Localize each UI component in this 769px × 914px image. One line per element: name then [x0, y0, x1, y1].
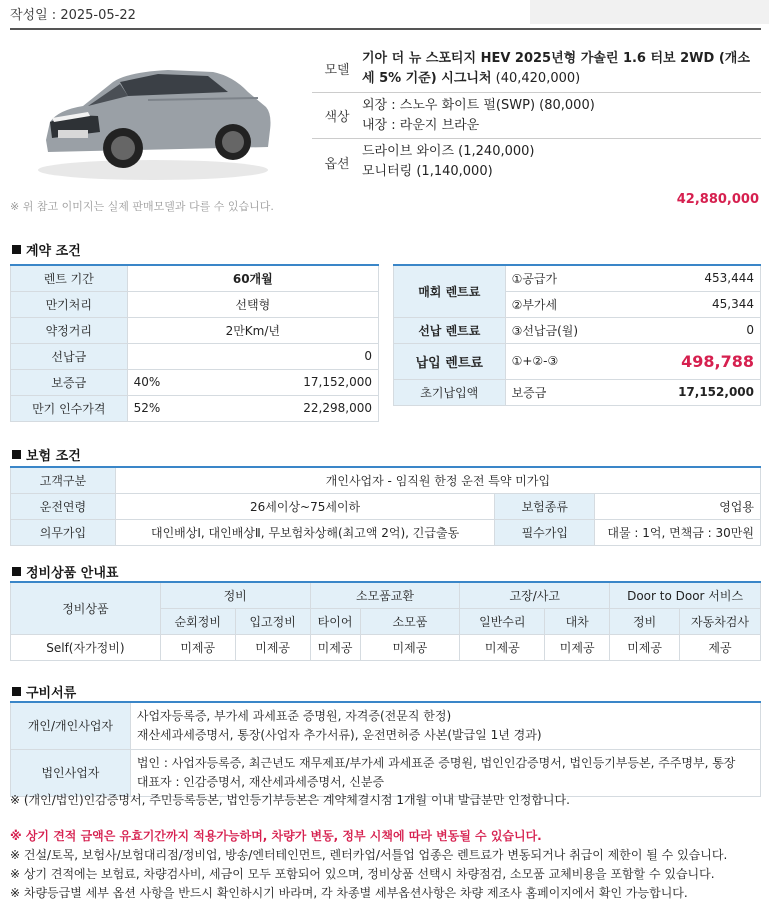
maintenance-title-text: 정비상품 안내표: [26, 566, 119, 581]
prepaid-rent-label: 선납 렌트료: [394, 317, 506, 343]
corp-doc-line: 대표자 : 인감증명서, 재산세과세증명서, 신분증: [136, 775, 385, 789]
table-cell: 제공: [680, 634, 761, 660]
sub-header: 소모품: [360, 608, 460, 634]
initial-label: 초기납입액: [394, 379, 506, 405]
table-row: [394, 343, 761, 379]
sub-header: 일반수리: [460, 608, 545, 634]
car-image: [28, 52, 278, 187]
table-row: [11, 702, 761, 750]
driver-age-label: 운전연령: [11, 493, 116, 519]
table-row: [11, 265, 379, 291]
table-row: [11, 582, 761, 608]
vat-label: ②부가세: [505, 291, 615, 317]
table-cell: 렌트 기간: [11, 265, 128, 291]
table-cell: 미제공: [235, 634, 310, 660]
contract-section-title: [12, 240, 81, 259]
section-bullet-icon: [12, 450, 21, 459]
monthly-rent-label: 매회 렌트료: [394, 265, 506, 317]
spec-option-label: 옵션: [324, 156, 350, 172]
personal-doc-value: [130, 702, 760, 750]
product-label: 정비상품: [11, 582, 161, 634]
sub-header: 타이어: [310, 608, 360, 634]
ins-type-value: 영업용: [595, 493, 761, 519]
exterior-color: 외장 : 스노우 화이트 펄(SWP) (80,000): [362, 97, 595, 113]
table-row: [11, 369, 379, 395]
table-cell: 0: [127, 343, 378, 369]
interior-color: 내장 : 라운지 브라운: [362, 117, 480, 133]
sub-header: 정비: [610, 608, 680, 634]
deposit-value: 17,152,000: [615, 379, 761, 405]
inclusion-note: ※ 상기 견적에는 보험료, 차량검사비, 세금이 모두 포함되어 있으며, 정비상품 선택시 차량점검, 소모품 교체비용을 포함할 수 있습니다.: [10, 867, 715, 881]
pay-formula: ①+②-③: [505, 343, 615, 379]
personal-doc-line: 재산세과세증명서, 통장(사업자 추가서류), 운전면허증 사본(발급일 1년 경과): [136, 728, 542, 742]
table-cell: 미제공: [160, 634, 235, 660]
table-row: [394, 379, 761, 405]
self-maint-label: Self(자가정비): [11, 634, 161, 660]
table-row: [394, 265, 761, 291]
table-row: [11, 291, 379, 317]
table-cell: 미제공: [460, 634, 545, 660]
table-cell: 미제공: [610, 634, 680, 660]
insurance-table: [10, 466, 761, 546]
image-note: ※ 위 참고 이미지는 실제 판매모델과 다를 수 있습니다.: [10, 200, 274, 213]
sub-header: 대차: [545, 608, 610, 634]
table-cell: 보증금: [11, 369, 128, 395]
top-divider: [10, 28, 761, 30]
group-header: 소모품교환: [310, 582, 460, 608]
model-price: (40,420,000): [495, 70, 581, 86]
table-row: [394, 317, 761, 343]
table-row: [11, 493, 761, 519]
section-bullet-icon: [12, 245, 21, 254]
option-1: 드라이브 와이즈 (1,240,000): [362, 144, 535, 159]
maintenance-table: [10, 581, 761, 661]
customer-type-label: 고객구분: [11, 467, 116, 493]
total-price: 42,880,000: [676, 192, 759, 207]
sub-header: 입고정비: [235, 608, 310, 634]
table-cell: 미제공: [545, 634, 610, 660]
section-bullet-icon: [12, 567, 21, 576]
group-header: 정비: [160, 582, 310, 608]
supply-label: ①공급가: [505, 265, 615, 291]
table-cell: 22,298,000: [179, 395, 378, 421]
personal-doc-line: 사업자등록증, 부가세 과세표준 증명원, 자격증(전문직 한정): [136, 709, 452, 723]
prepaid-month-value: 0: [615, 317, 761, 343]
spec-model-value: [362, 49, 761, 89]
contract-left-table: [10, 264, 379, 422]
spec-model-label: 모델: [324, 63, 350, 78]
table-cell: 60개월: [127, 265, 378, 291]
table-row: [11, 395, 379, 421]
documents-table: [10, 701, 761, 797]
corp-doc-label: 법인사업자: [11, 750, 131, 797]
contract-title-text: 계약 조건: [26, 244, 81, 259]
table-cell: 약정거리: [11, 317, 128, 343]
spec-model-row: [312, 45, 761, 93]
table-cell: 17,152,000: [179, 369, 378, 395]
header-shade: [530, 0, 769, 24]
personal-doc-label: 개인/개인사업자: [11, 702, 131, 750]
industry-note: ※ 건설/토목, 보험사/보험대리점/정비업, 방송/엔터테인먼트, 렌터카업/서틀업 업종은 렌트료가 변동되거나 취급이 제한이 될 수 있습니다.: [10, 848, 728, 862]
ins-type-label: 보험종류: [495, 493, 595, 519]
spec-color-label: 색상: [324, 110, 350, 125]
deposit-label: 보증금: [505, 379, 615, 405]
spec-option-value: [362, 142, 761, 182]
table-row: [11, 343, 379, 369]
spec-color-value: [362, 96, 761, 136]
insurance-section-title: [12, 445, 81, 464]
pay-value: 498,788: [615, 343, 761, 379]
insurance-title-text: 보험 조건: [26, 449, 81, 464]
table-row: [11, 467, 761, 493]
vat-value: 45,344: [615, 291, 761, 317]
table-cell: 만기처리: [11, 291, 128, 317]
date-label: 작성일 : 2025-05-22: [10, 8, 136, 23]
mandatory-label: 의무가입: [11, 519, 116, 545]
validity-note: ※ 상기 견적 금액은 유효기간까지 적용가능하며, 차량가 변동, 정부 시책에 따라 변동될 수 있습니다.: [10, 829, 542, 843]
corp-doc-line: 법인 : 사업자등록증, 최근년도 재무제표/부가세 과세표준 증명원, 법인인감증명서, 법인등기부등본, 주주명부, 통장: [136, 756, 736, 770]
documents-title-text: 구비서류: [26, 686, 77, 701]
corp-doc-value: [130, 750, 760, 797]
table-cell: 2만Km/년: [127, 317, 378, 343]
table-row: [11, 750, 761, 797]
spec-option-row: [312, 139, 761, 185]
table-cell: 선택형: [127, 291, 378, 317]
options-note: ※ 차량등급별 세부 옵션 사항을 반드시 확인하시기 바라며, 각 차종별 세부옵션사항은 차량 제조사 홈페이지에서 확인 가능합니다.: [10, 886, 688, 900]
driver-age-value: 26세이상~75세이하: [115, 493, 494, 519]
model-name: 기아 더 뉴 스포티지 HEV 2025년형 가솔린 1.6 터보 2WD (개소세 5% 기준) 시그니처: [362, 50, 750, 86]
table-cell: 선납금: [11, 343, 128, 369]
table-row: [11, 317, 379, 343]
option-2: 모니터링 (1,140,000): [362, 164, 493, 179]
table-row: [11, 634, 761, 660]
sub-header: 자동차검사: [680, 608, 761, 634]
table-cell: 미제공: [310, 634, 360, 660]
spec-color-row: [312, 93, 761, 139]
customer-type-value: 개인사업자 - 임직원 한정 운전 특약 미가입: [115, 467, 760, 493]
section-bullet-icon: [12, 687, 21, 696]
supply-value: 453,444: [615, 265, 761, 291]
maintenance-section-title: [12, 562, 118, 581]
prepaid-month-label: ③선납금(월): [505, 317, 615, 343]
required-label: 필수가입: [495, 519, 595, 545]
required-value: 대물 : 1억, 면책금 : 30만원: [595, 519, 761, 545]
table-row: [11, 519, 761, 545]
table-cell: 52%: [127, 395, 179, 421]
sub-header: 순회정비: [160, 608, 235, 634]
group-header: 고장/사고: [460, 582, 610, 608]
table-cell: 40%: [127, 369, 179, 395]
documents-note: ※ (개인/법인)인감증명서, 주민등록등본, 법인등기부등본은 계약체결시점 1개월 이내 발급분만 인정합니다.: [10, 793, 570, 807]
table-cell: 만기 인수가격: [11, 395, 128, 421]
documents-section-title: [12, 682, 76, 701]
contract-right-table: [393, 264, 761, 406]
mandatory-value: 대인배상Ⅰ, 대인배상Ⅱ, 무보험차상해(최고액 2억), 긴급출동: [115, 519, 494, 545]
group-header: Door to Door 서비스: [610, 582, 761, 608]
table-cell: 미제공: [360, 634, 460, 660]
pay-rent-label: 납입 렌트료: [394, 343, 506, 379]
